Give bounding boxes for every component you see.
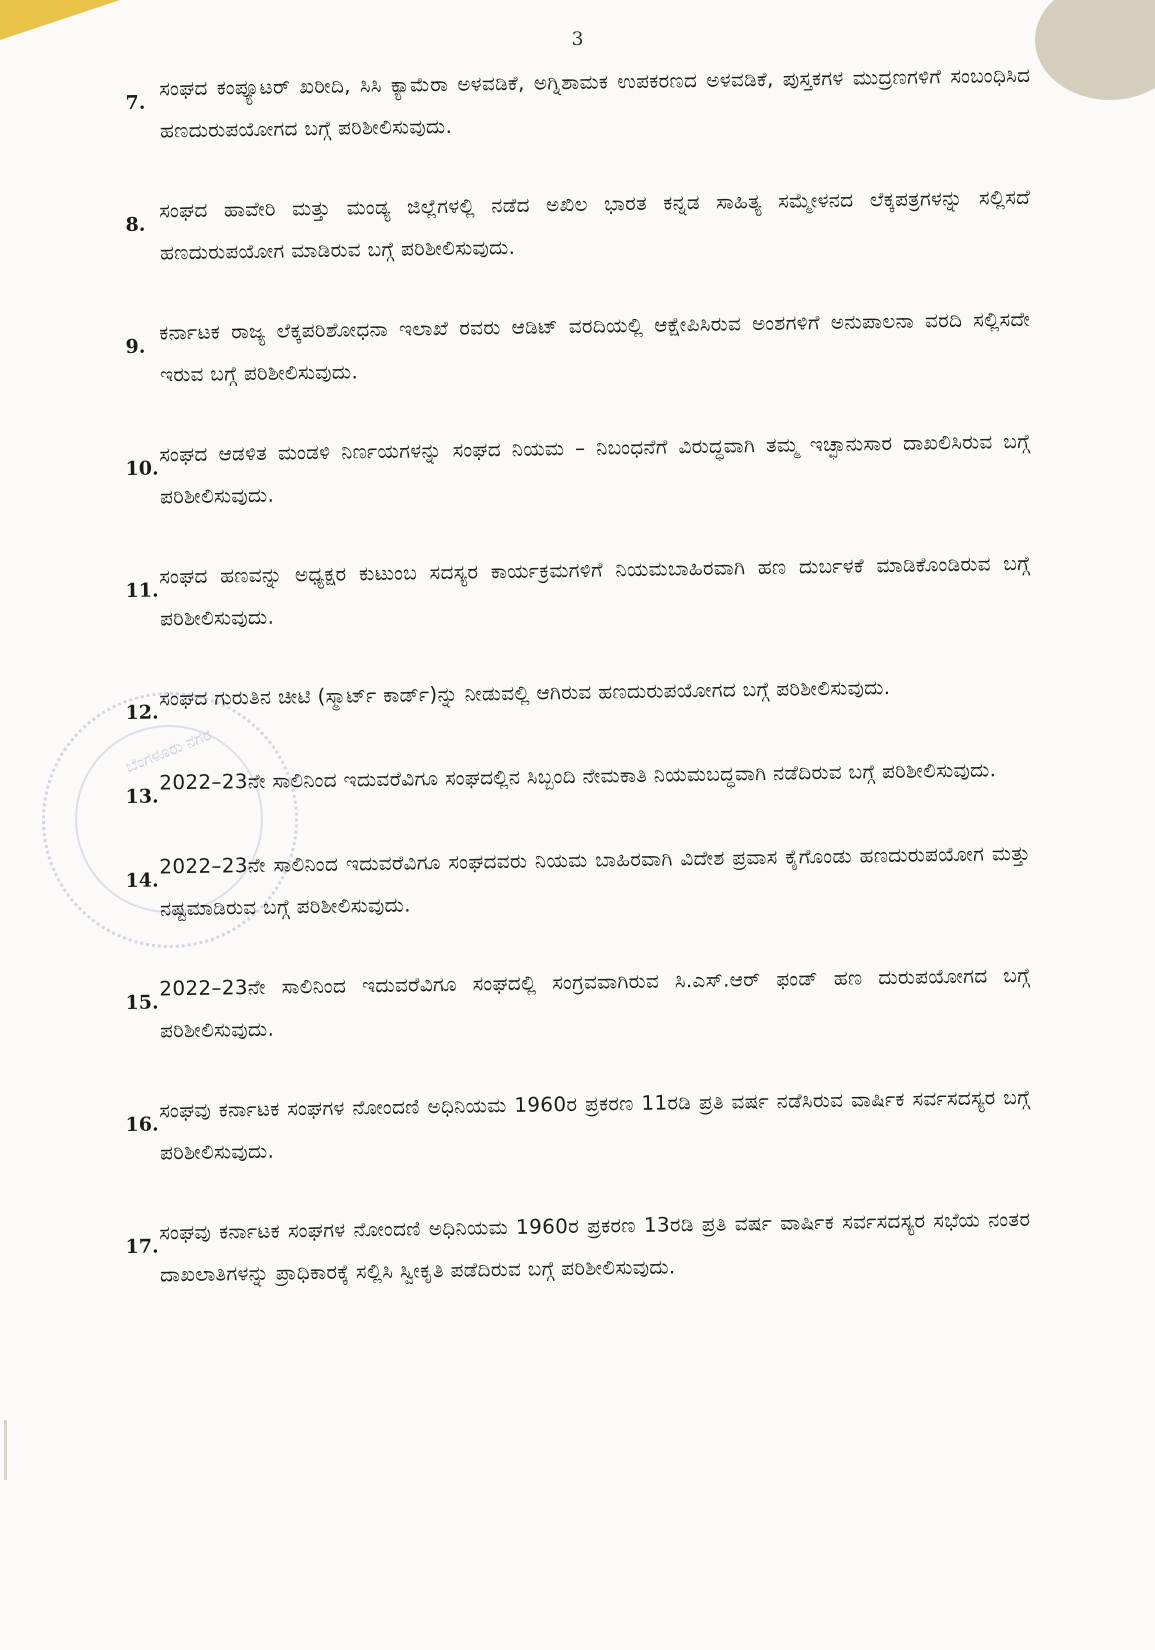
item-number: 8.	[125, 213, 146, 236]
item-text: ಕರ್ನಾಟಕ ರಾಜ್ಯ ಲೆಕ್ಕಪರಿಶೋಧನಾ ಇಲಾಖೆ ರವರು ಆಡಿಟ್ ವರದಿಯಲ್ಲಿ ಆಕ್ಷೇಪಿಸಿರುವ ಅಂಶಗಳಿಗೆ ಅನುಪಾಲನಾ ವರದಿ ಸಲ್ಲಿಸದೇ ಇರುವ ಬಗ್ಗೆ ಪರಿಶೀಲಿಸುವುದು.	[159, 306, 1031, 387]
page-number: 3	[571, 28, 584, 50]
item-number: 11.	[125, 579, 159, 602]
list-item	[125, 748, 1031, 808]
item-number: 15.	[125, 991, 159, 1014]
item-text: 2022–23ನೇ ಸಾಲಿನಿಂದ ಇದುವರೆವಿಗೂ ಸಂಘದಲ್ಲಿನ ಸಿಬ್ಬಂದಿ ನೇಮಕಾತಿ ನಿಯಮಬದ್ಧವಾಗಿ ನಡೆದಿರುವ ಬಗ್ಗೆ ಪರಿಶೀಲಿಸುವುದು.	[159, 757, 997, 795]
list-item	[125, 664, 1031, 724]
list-item	[125, 1076, 1031, 1174]
item-number: 9.	[125, 335, 146, 358]
list-item	[125, 832, 1031, 930]
item-text: ಸಂಘದ ಹಣವನ್ನು ಅಧ್ಯಕ್ಷರ ಕುಟುಂಬ ಸದಸ್ಯರ ಕಾರ್ಯಕ್ರಮಗಳಿಗೆ ನಿಯಮಬಾಹಿರವಾಗಿ ಹಣ ದುರ್ಬಳಕೆ ಮಾಡಿಕೊಂಡಿರುವ ಬಗ್ಗೆ ಪರಿಶೀಲಿಸುವುದು.	[159, 550, 1031, 631]
list-item	[125, 298, 1031, 396]
list-item	[125, 954, 1031, 1052]
list-item	[125, 542, 1031, 640]
list-item	[125, 420, 1031, 518]
item-text: 2022–23ನೇ ಸಾಲಿನಿಂದ ಇದುವರೆವಿಗೂ ಸಂಘದವರು ನಿಯಮ ಬಾಹಿರವಾಗಿ ವಿದೇಶ ಪ್ರವಾಸ ಕೈಗೊಂಡು ಹಣದುರುಪಯೋಗ ಮತ್ತು ನಷ್ಟಮಾಡಿರುವ ಬಗ್ಗೆ ಪರಿಶೀಲಿಸುವುದು.	[159, 840, 1031, 921]
item-number: 7.	[125, 91, 146, 114]
item-text: ಸಂಘದ ಆಡಳಿತ ಮಂಡಳಿ ನಿರ್ಣಯಗಳನ್ನು ಸಂಘದ ನಿಯಮ – ನಿಬಂಧನೆಗೆ ವಿರುದ್ಧವಾಗಿ ತಮ್ಮ ಇಚ್ಛಾನುಸಾರ ದಾಖಲಿಸಿರುವ ಬಗ್ಗೆ ಪರಿಶೀಲಿಸುವುದು.	[159, 428, 1031, 509]
item-text: ಸಂಘದ ಗುರುತಿನ ಚೀಟಿ (ಸ್ಮಾರ್ಟ್ ಕಾರ್ಡ್)ನ್ನು ನೀಡುವಲ್ಲಿ ಆಗಿರುವ ಹಣದುರುಪಯೋಗದ ಬಗ್ಗೆ ಪರಿಶೀಲಿಸುವುದು.	[159, 674, 891, 711]
item-text: ಸಂಘವು ಕರ್ನಾಟಕ ಸಂಘಗಳ ನೋಂದಣಿ ಅಧಿನಿಯಮ 1960ರ ಪ್ರಕರಣ 11ರಡಿ ಪ್ರತಿ ವರ್ಷ ನಡೆಸಿರುವ ವಾರ್ಷಿಕ ಸರ್ವಸದಸ್ಯರ ಬಗ್ಗೆ ಪರಿಶೀಲಿಸುವುದು.	[159, 1084, 1031, 1165]
item-number: 16.	[125, 1113, 159, 1136]
item-number: 13.	[125, 785, 159, 808]
item-text: ಸಂಘವು ಕರ್ನಾಟಕ ಸಂಘಗಳ ನೋಂದಣಿ ಅಧಿನಿಯಮ 1960ರ ಪ್ರಕರಣ 13ರಡಿ ಪ್ರತಿ ವರ್ಷ ವಾರ್ಷಿಕ ಸರ್ವಸದಸ್ಯರ ಸಭೆಯ ನಂತರ ದಾಖಲಾತಿಗಳನ್ನು ಪ್ರಾಧಿಕಾರಕ್ಕೆ ಸಲ್ಲಿಸಿ ಸ್ವೀಕೃತಿ ಪಡೆದಿರುವ ಬಗ್ಗೆ ಪರಿಶೀಲಿಸುವುದು.	[159, 1206, 1031, 1287]
item-text: 2022–23ನೇ ಸಾಲಿನಿಂದ ಇದುವರೆವಿಗೂ ಸಂಘದಲ್ಲಿ ಸಂಗ್ರವವಾಗಿರುವ ಸಿ.ಎಸ್.ಆರ್ ಫಂಡ್ ಹಣ ದುರುಪಯೋಗದ ಬಗ್ಗೆ ಪರಿಶೀಲಿಸುವುದು.	[159, 962, 1031, 1043]
edge-mark	[4, 1420, 7, 1480]
item-number: 14.	[125, 869, 159, 892]
item-number: 10.	[125, 457, 159, 480]
seal-stamp-text: ಬೆಂಗಳೂರು ನಗರ	[122, 724, 214, 777]
paper-shadow	[1035, 0, 1155, 100]
list-item	[125, 1198, 1031, 1296]
list-item	[125, 54, 1031, 152]
item-list	[122, 62, 1031, 1334]
item-number: 17.	[125, 1235, 159, 1258]
item-text: ಸಂಘದ ಹಾವೇರಿ ಮತ್ತು ಮಂಡ್ಯ ಜಿಲ್ಲೆಗಳಲ್ಲಿ ನಡೆದ ಅಖಿಲ ಭಾರತ ಕನ್ನಡ ಸಾಹಿತ್ಯ ಸಮ್ಮೇಳನದ ಲೆಕ್ಕಪತ್ರಗಳನ್ನು ಸಲ್ಲಿಸದೆ ಹಣದುರುಪಯೋಗ ಮಾಡಿರುವ ಬಗ್ಗೆ ಪರಿಶೀಲಿಸುವುದು.	[159, 184, 1031, 265]
list-item	[125, 176, 1031, 274]
item-text: ಸಂಘದ ಕಂಪ್ಯೂಟರ್ ಖರೀದಿ, ಸಿಸಿ ಕ್ಯಾಮೆರಾ ಅಳವಡಿಕೆ, ಅಗ್ನಿಶಾಮಕ ಉಪಕರಣದ ಅಳವಡಿಕೆ, ಪುಸ್ತಕಗಳ ಮುದ್ರಣಗಳಿಗೆ ಸಂಬಂಧಿಸಿದ ಹಣದುರುಪಯೋಗದ ಬಗ್ಗೆ ಪರಿಶೀಲಿಸುವುದು.	[159, 62, 1031, 143]
item-number: 12.	[125, 701, 159, 724]
